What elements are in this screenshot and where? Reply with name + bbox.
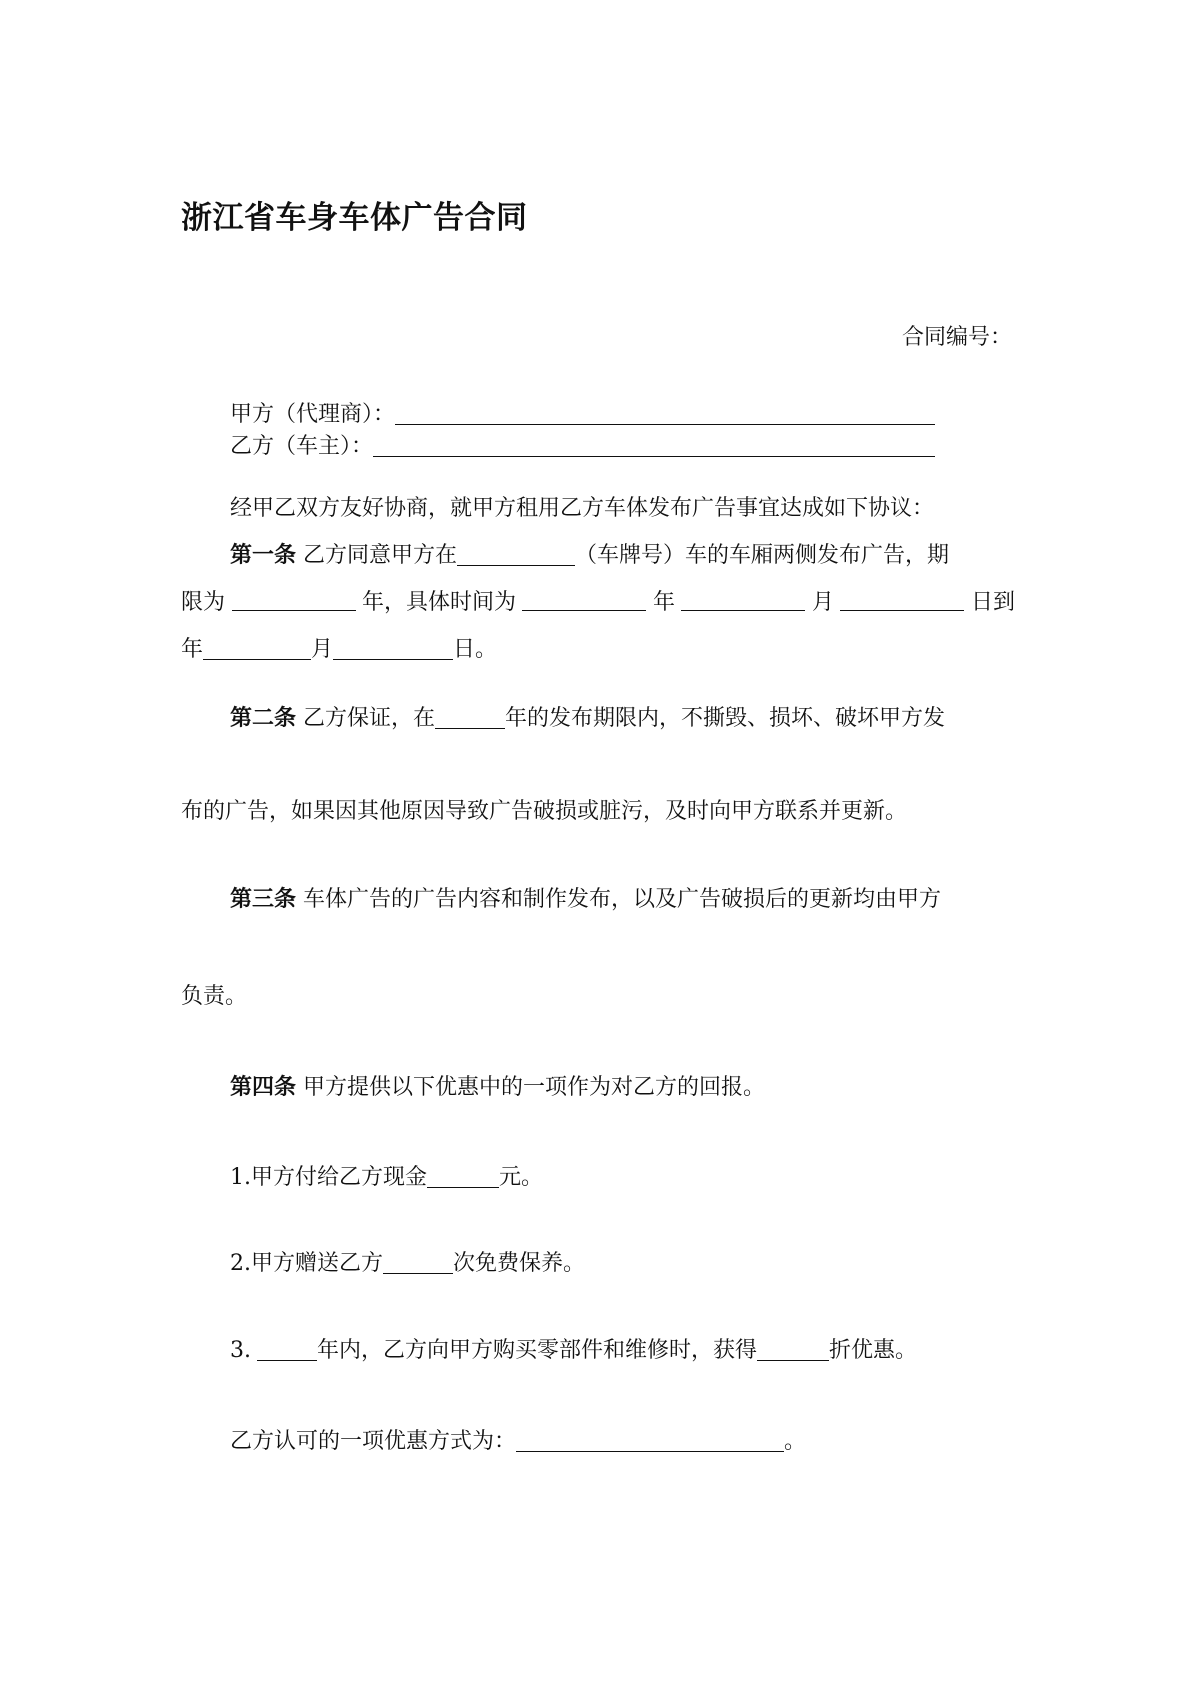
- acknowledgement-row: [230, 1427, 806, 1457]
- article3-text: 车体广告的广告内容和制作发布，以及广告破损后的更新均由甲方: [296, 887, 942, 912]
- article1-text: （车牌号）车的车厢两侧发布广告，期: [575, 543, 950, 568]
- acknowledgement-label: 乙方认可的一项优惠方式为：: [230, 1429, 517, 1454]
- acknowledgement-end: 。: [784, 1429, 807, 1454]
- article1-text: 日到: [970, 590, 1015, 615]
- party-b-label: 乙方（车主）：: [230, 434, 374, 459]
- option-1-text: 甲方付给乙方现金: [251, 1165, 428, 1190]
- option-2-number: 2.: [230, 1251, 251, 1276]
- discount-rate-blank[interactable]: [757, 1338, 829, 1361]
- article2-heading: 第二条: [230, 706, 297, 731]
- option-1-number: 1.: [230, 1165, 251, 1190]
- party-a-label: 甲方（代理商）：: [230, 402, 396, 427]
- contract-number-label: 合同编号：: [901, 325, 1012, 350]
- party-b-blank[interactable]: [373, 434, 935, 457]
- article3-line1: [230, 885, 941, 915]
- party-a-row: [230, 400, 935, 430]
- article1-text: 乙方同意甲方在: [296, 543, 458, 568]
- article1-heading: 第一条: [230, 543, 297, 568]
- article2-line2: 布的广告，如果因其他原因导致广告破损或脏污，及时向甲方联系并更新。: [181, 799, 908, 824]
- option-2: [230, 1249, 585, 1279]
- option-1-text: 元。: [499, 1165, 544, 1190]
- article1-text: 年，具体时间为: [361, 590, 516, 615]
- article1-line2: [181, 588, 1015, 618]
- option-3-text: 折优惠。: [829, 1338, 918, 1363]
- article3-line2: 负责。: [181, 984, 248, 1009]
- article4-heading: 第四条: [230, 1075, 297, 1100]
- article1-line3: [181, 635, 497, 665]
- article1-text: 月: [811, 590, 834, 615]
- publish-term-blank[interactable]: [435, 706, 505, 729]
- cash-amount-blank[interactable]: [427, 1165, 499, 1188]
- party-a-blank[interactable]: [395, 402, 935, 425]
- option-2-text: 次免费保养。: [453, 1251, 586, 1276]
- end-year-blank[interactable]: [203, 637, 311, 660]
- article4-text: 甲方提供以下优惠中的一项作为对乙方的回报。: [296, 1075, 766, 1100]
- article1-text: 月: [311, 637, 334, 662]
- article2-text: 乙方保证，在: [296, 706, 436, 731]
- intro-paragraph: 经甲乙双方友好协商，就甲方租用乙方车体发布广告事宜达成如下协议：: [230, 496, 935, 521]
- party-b-row: [230, 432, 935, 462]
- start-year-blank[interactable]: [522, 588, 646, 611]
- maintenance-count-blank[interactable]: [383, 1251, 453, 1274]
- article2-line1: [230, 704, 945, 734]
- document-title: 浙江省车身车体广告合同: [181, 200, 528, 236]
- chosen-option-blank[interactable]: [516, 1429, 784, 1452]
- article1-text: 日。: [453, 637, 498, 662]
- article1-line1: [230, 541, 949, 571]
- discount-years-blank[interactable]: [257, 1338, 317, 1361]
- article1-text: 年: [652, 590, 675, 615]
- article1-text: 限为: [181, 590, 226, 615]
- start-month-blank[interactable]: [681, 588, 805, 611]
- plate-number-blank[interactable]: [457, 543, 575, 566]
- end-month-blank[interactable]: [333, 637, 453, 660]
- option-3-text: 年内，乙方向甲方购买零部件和维修时，获得: [317, 1338, 758, 1363]
- article1-text: 年: [181, 637, 204, 662]
- option-3: [230, 1336, 917, 1366]
- article3-heading: 第三条: [230, 887, 297, 912]
- option-2-text: 甲方赠送乙方: [251, 1251, 384, 1276]
- article4-line1: [230, 1073, 765, 1103]
- start-day-blank[interactable]: [840, 588, 964, 611]
- article2-text: 年的发布期限内，不撕毁、损坏、破坏甲方发: [505, 706, 946, 731]
- term-years-blank[interactable]: [232, 588, 356, 611]
- option-3-number: 3.: [230, 1338, 251, 1363]
- option-1: [230, 1163, 543, 1193]
